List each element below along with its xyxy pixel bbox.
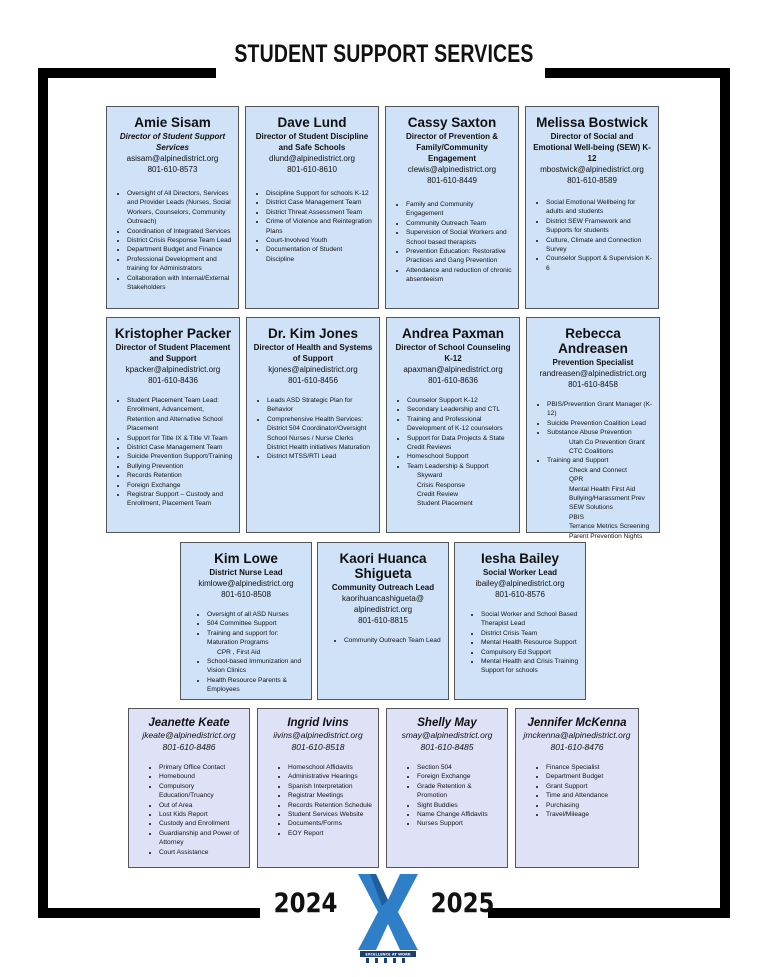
card-email: kaorihuancashigueta@ alpinedistrict.org xyxy=(342,594,424,614)
duties-list xyxy=(393,396,513,509)
year-start: 2024 xyxy=(273,888,338,919)
list-item-text: Team Leadership & Support xyxy=(407,462,489,470)
list-item: • Support for Title IX & Title VI Team xyxy=(127,434,233,443)
card-role: Director of Student Support Services xyxy=(119,132,226,152)
logo-text: EXCELLENCE AT WORK xyxy=(365,952,411,957)
card-email: dlund@alpinedistrict.org xyxy=(269,154,355,163)
sub-item: Bullying/Harassment Prev xyxy=(569,495,645,503)
card-name: Dr. Kim Jones xyxy=(267,326,359,341)
list-item: • Supervision of Social Workers and School based therapists xyxy=(406,228,512,247)
list-item-text: Training and support for: Maturation Programs xyxy=(207,629,279,647)
list-item: • Homebound xyxy=(159,772,243,781)
list-item: • Travel/Mileage xyxy=(546,810,632,819)
list-item: • Department Budget and Finance xyxy=(127,245,232,254)
card-cassy-saxton xyxy=(385,106,519,309)
card-name: Jennifer McKenna xyxy=(527,717,627,729)
list-item: • Spanish Interpretation xyxy=(288,782,372,791)
card-name: Kaori Huanca Shigueta xyxy=(339,551,427,581)
list-item: • 504 Committee Support xyxy=(207,619,305,628)
card-name: Shelly May xyxy=(417,717,477,729)
list-item: • Compulsory Ed Support xyxy=(481,648,579,657)
card-name: Jeanette Keate xyxy=(148,717,230,729)
card-amie-sisam xyxy=(106,106,239,309)
list-item: • Name Change Affidavits xyxy=(417,810,501,819)
card-email: jkeate@alpinedistrict.org xyxy=(142,730,236,740)
card-phone: 801-610-8589 xyxy=(567,176,617,185)
list-item: • Counselor Support & Supervision K-6 xyxy=(546,254,652,273)
list-item: • Homeschool Support xyxy=(407,452,513,461)
list-item: • Mental Health Resource Support xyxy=(481,638,579,647)
list-item: • Records Retention xyxy=(127,471,233,480)
list-item: • District Crisis Team xyxy=(481,629,579,638)
sub-item: Crisis Response xyxy=(417,481,466,489)
list-item: • Custody and Enrollment xyxy=(159,819,243,828)
list-item: • School-based Immunization and Vision Clinics xyxy=(207,657,305,676)
sub-item: PBIS xyxy=(569,513,585,521)
card-phone: 801-610-8485 xyxy=(420,742,474,752)
district-x-logo xyxy=(352,872,424,964)
list-item: • Prevention Education: Restorative Practices and Gang Prevention xyxy=(406,247,512,266)
list-item: • Registrar Support – Custody and Enrollment, Placement Team xyxy=(127,490,233,509)
card-email: ibailey@alpinedistrict.org xyxy=(475,579,565,588)
list-item: • Homeschool Affidavits xyxy=(288,763,372,772)
list-item: • District Crisis Response Team Lead xyxy=(127,236,232,245)
card-phone: 801-610-8508 xyxy=(221,590,271,599)
list-item: • Compulsory Education/Truancy xyxy=(159,782,243,801)
list-item: • Counselor Support K-12 xyxy=(407,396,513,405)
list-item: • Discipline Support for schools K-12 xyxy=(266,189,372,198)
list-item: • Crime of Violence and Reintegration Plans xyxy=(266,217,372,236)
card-phone: 801-610-8486 xyxy=(162,742,216,752)
card-email: iivins@alpinedistrict.org xyxy=(273,730,363,740)
list-item: • Social Worker and School Based Therapist Lead xyxy=(481,610,579,629)
duties-list xyxy=(393,763,501,829)
card-phone: 801-610-8518 xyxy=(291,742,345,752)
list-item: • Culture, Climate and Connection Survey xyxy=(546,236,652,255)
list-item: • Health Resource Parents & Employees xyxy=(207,676,305,695)
list-item: • Community Outreach Team Lead xyxy=(344,636,442,645)
list-item: • Foreign Exchange xyxy=(127,481,233,490)
list-item: • Student Services Website xyxy=(288,810,372,819)
list-item xyxy=(547,456,653,541)
card-phone: 801-610-8449 xyxy=(427,176,477,185)
list-item: • Lost Kids Report xyxy=(159,810,243,819)
list-item: • Administrative Hearings xyxy=(288,772,372,781)
list-item: • Suicide Prevention Support/Training xyxy=(127,452,233,461)
card-role: Prevention Specialist xyxy=(552,358,634,367)
card-name: Ingrid Ivins xyxy=(287,717,349,729)
sub-item: QPR xyxy=(569,476,584,484)
card-name: Rebecca Andreasen xyxy=(558,326,628,356)
list-item: • Oversight of all ASD Nurses xyxy=(207,610,305,619)
list-item: • Documents/Forms xyxy=(288,819,372,828)
sub-item: Terrance Metrics Screening xyxy=(569,523,650,531)
card-jeanette-keate xyxy=(128,708,250,868)
card-role: District Nurse Lead xyxy=(209,568,283,577)
list-item xyxy=(407,462,513,509)
card-name: Amie Sisam xyxy=(134,115,211,130)
list-item: • Comprehensive Health Services: District 504 Coordinator/Oversight School Nurses / Nurse Clerks District Health initiatives Maturation xyxy=(267,415,373,453)
card-kaori-huanca-shigueta xyxy=(317,542,449,700)
card-email: kpacker@alpinedistrict.org xyxy=(125,365,221,374)
card-andrea-paxman xyxy=(386,317,520,533)
card-phone: 801-610-8436 xyxy=(148,376,198,385)
card-email: mbostwick@alpinedistrict.org xyxy=(540,165,644,174)
list-item: • Training and Professional Development of K-12 counselors xyxy=(407,415,513,434)
card-kristopher-packer xyxy=(106,317,240,533)
card-phone: 801-610-8458 xyxy=(568,380,618,389)
card-dave-lund xyxy=(245,106,379,309)
list-item: • Attendance and reduction of chronic absenteeism xyxy=(406,266,512,285)
list-item: • Mental Health and Crisis Training Support for schools xyxy=(481,657,579,676)
list-item: • District SEW Framework and Supports for students xyxy=(546,217,652,236)
frame-top-right xyxy=(545,68,730,78)
list-item: • Registrar Meetings xyxy=(288,791,372,800)
duties-list xyxy=(461,610,579,676)
card-name: Kristopher Packer xyxy=(114,326,232,341)
list-item: • Court-Involved Youth xyxy=(266,236,372,245)
list-item: • Oversight of All Directors, Services and Provider Leads (Nurses, Social Workers, Counselors, Community Outreach) xyxy=(127,189,232,227)
list-item: • Time and Attendance xyxy=(546,791,632,800)
duties-list xyxy=(392,200,512,285)
card-name: Cassy Saxton xyxy=(407,115,497,130)
duties-list xyxy=(113,189,232,292)
list-item: • Department Budget xyxy=(546,772,632,781)
card-kim-jones xyxy=(246,317,380,533)
page-title: STUDENT SUPPORT SERVICES xyxy=(234,40,534,68)
duties-list xyxy=(113,396,233,509)
card-role: Director of School Counseling K-12 xyxy=(395,343,511,363)
list-item: • Court Assistance xyxy=(159,848,243,857)
frame-bottom-right xyxy=(488,908,730,918)
card-role: Director of Student Discipline and Safe Schools xyxy=(255,132,369,152)
card-jennifer-mckenna xyxy=(515,708,639,868)
card-role: Director of Prevention & Family/Community Engagement xyxy=(405,132,498,163)
sub-item: Parent Prevention Nights xyxy=(569,532,643,540)
duties-list xyxy=(522,763,632,819)
duties-list xyxy=(532,198,652,273)
card-email: kjones@alpinedistrict.org xyxy=(268,365,358,374)
list-item: • Social Emotional Wellbeing for adults and students xyxy=(546,198,652,217)
sub-item: SEW Solutions xyxy=(569,504,613,512)
list-item: • Finance Specialist xyxy=(546,763,632,772)
card-phone: 801-610-8815 xyxy=(358,616,408,625)
list-item: • District MTSS/RTI Lead xyxy=(267,452,373,461)
sub-item: Student Placement xyxy=(417,500,473,508)
list-item: • Bullying Prevention xyxy=(127,462,233,471)
duties-list xyxy=(533,400,653,541)
card-email: smay@alpinedistrict.org xyxy=(401,730,493,740)
card-name: Dave Lund xyxy=(277,115,347,130)
list-item xyxy=(547,428,653,456)
card-role: Director of Social and Emotional Well-being (SEW) K-12 xyxy=(533,132,651,163)
list-item: • Sight Buddies xyxy=(417,801,501,810)
list-item: • District Threat Assessment Team xyxy=(266,208,372,217)
list-item xyxy=(207,629,305,657)
list-item: • Collaboration with Internal/External Stakeholders xyxy=(127,274,232,293)
list-item-text: Substance Abuse Prevention xyxy=(547,429,632,437)
list-item: • Student Placement Team Lead: Enrollment, Advancement, Retention and Alternative School Placement xyxy=(127,396,233,434)
frame-left xyxy=(38,68,48,918)
list-item: • Primary Office Contact xyxy=(159,763,243,772)
list-item: • Grade Retention & Promotion xyxy=(417,782,501,801)
card-name: Iesha Bailey xyxy=(480,551,560,566)
card-email: randreasen@alpinedistrict.org xyxy=(539,369,647,378)
card-melissa-bostwick xyxy=(525,106,659,309)
list-item: • Suicide Prevention Coalition Lead xyxy=(547,419,653,428)
card-email: clewis@alpinedistrict.org xyxy=(407,165,497,174)
card-email: apaxman@alpinedistrict.org xyxy=(403,365,503,374)
list-item: • Documentation of Student Discipline xyxy=(266,245,372,264)
list-item: • Section 504 xyxy=(417,763,501,772)
list-item: • Records Retention Schedule xyxy=(288,801,372,810)
sub-item: Utah Co Prevention Grant xyxy=(569,438,645,446)
sub-item: Check and Connect xyxy=(569,466,627,474)
card-ingrid-ivins xyxy=(257,708,379,868)
list-item: • EOY Report xyxy=(288,829,372,838)
list-item: • Coordination of Integrated Services xyxy=(127,227,232,236)
duties-list xyxy=(253,396,373,462)
list-item: • Community Outreach Team xyxy=(406,219,512,228)
card-name: Kim Lowe xyxy=(214,551,278,566)
list-item: • Guardianship and Power of Attorney xyxy=(159,829,243,848)
list-item: • Nurses Support xyxy=(417,819,501,828)
sub-item: CPR , First Aid xyxy=(217,648,261,656)
card-phone: 801-610-8636 xyxy=(428,376,478,385)
card-phone: 801-610-8476 xyxy=(550,742,604,752)
list-item: • Family and Community Engagement xyxy=(406,200,512,219)
card-role: Director of Student Placement and Support xyxy=(115,343,231,363)
card-phone: 801-610-8573 xyxy=(147,165,198,174)
card-phone: 801-610-8576 xyxy=(495,590,545,599)
card-email: asisam@alpinedistrict.org xyxy=(126,154,219,163)
card-name: Andrea Paxman xyxy=(401,326,505,341)
card-role: Community Outreach Lead xyxy=(331,583,435,592)
list-item: • Foreign Exchange xyxy=(417,772,501,781)
card-iesha-bailey xyxy=(454,542,586,700)
list-item: • Support for Data Projects & State Credit Reviews xyxy=(407,434,513,453)
card-kim-lowe xyxy=(180,542,312,700)
frame-right xyxy=(720,68,730,918)
list-item: • Purchasing xyxy=(546,801,632,810)
list-item: • Secondary Leadership and CTL xyxy=(407,405,513,414)
sub-item: Mental Health First Aid xyxy=(569,485,636,493)
card-phone: 801-610-8456 xyxy=(288,376,338,385)
duties-list xyxy=(135,763,243,857)
card-name: Melissa Bostwick xyxy=(536,115,648,130)
list-item: • District Case Management Team xyxy=(266,198,372,207)
card-role: Director of Health and Systems of Support xyxy=(253,343,373,363)
frame-top-left xyxy=(38,68,216,78)
card-rebecca-andreasen xyxy=(526,317,660,540)
sub-item: Skyward xyxy=(417,472,443,480)
frame-bottom-left xyxy=(38,908,260,918)
card-shelly-may xyxy=(386,708,508,868)
list-item: • PBIS/Prevention Grant Manager (K-12) xyxy=(547,400,653,419)
list-item: • Grant Support xyxy=(546,782,632,791)
sub-item: Credit Review xyxy=(417,491,459,499)
sub-item: CTC Coalitions xyxy=(569,448,614,456)
duties-list xyxy=(187,610,305,695)
card-role: Social Worker Lead xyxy=(482,568,558,577)
duties-list xyxy=(252,189,372,264)
card-email: kimlowe@alpinedistrict.org xyxy=(198,579,294,588)
list-item: • Out of Area xyxy=(159,801,243,810)
list-item: • District Case Management Team xyxy=(127,443,233,452)
list-item: • Professional Development and training for Administrators xyxy=(127,255,232,274)
card-phone: 801-610-8610 xyxy=(287,165,337,174)
card-email: jmckenna@alpinedistrict.org xyxy=(523,730,631,740)
list-item: • Leads ASD Strategic Plan for Behavior xyxy=(267,396,373,415)
year-end: 2025 xyxy=(430,888,495,919)
duties-list xyxy=(264,763,372,838)
duties-list xyxy=(324,636,442,645)
list-item-text: Training and Support xyxy=(547,457,609,465)
